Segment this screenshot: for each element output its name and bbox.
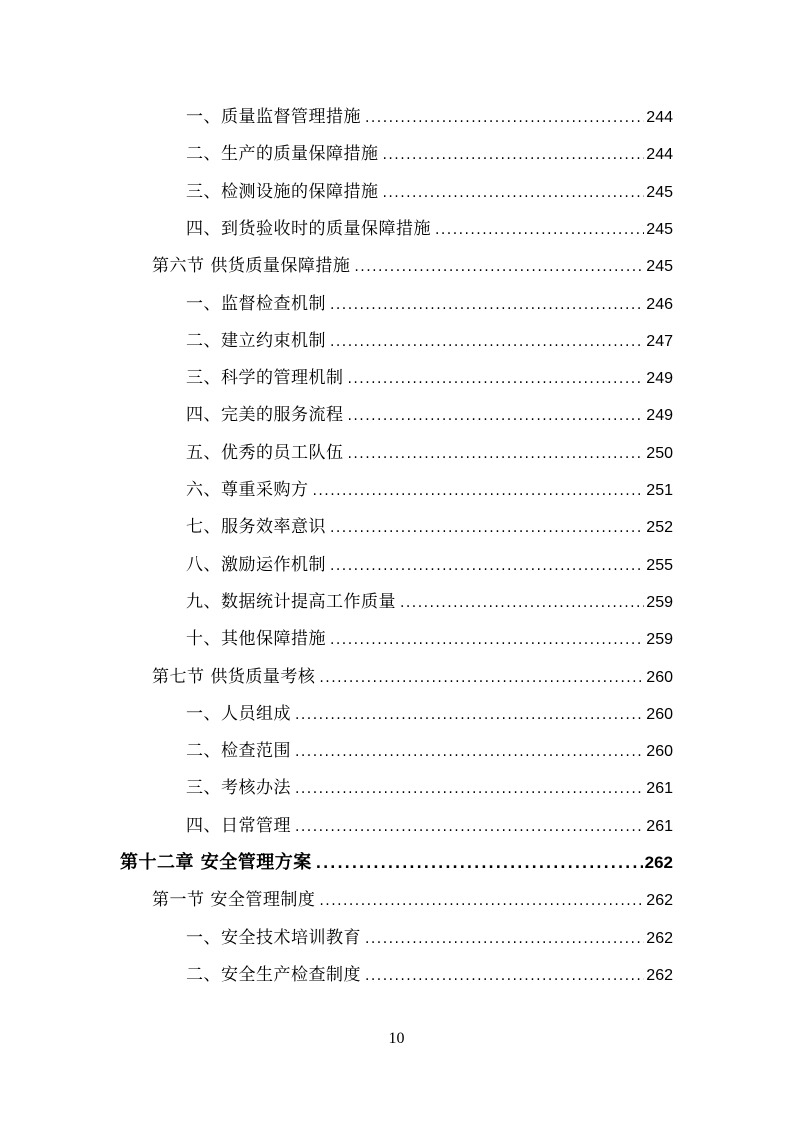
toc-item-entry[interactable] [186, 399, 673, 431]
toc-entry-page: 245 [646, 183, 673, 201]
toc-entry-page: 244 [646, 146, 673, 164]
toc-entry-title: 第七节 供货质量考核 [152, 666, 316, 687]
toc-leader-dots [348, 363, 645, 395]
toc-leader-dots [316, 848, 643, 880]
toc-entry-page: 259 [646, 593, 673, 611]
toc-entry-page: 244 [646, 109, 673, 126]
toc-item-entry[interactable] [186, 213, 673, 245]
toc-leader-dots [383, 177, 645, 209]
toc-leader-dots [354, 251, 644, 283]
toc-entry-title: 三、科学的管理机制 [186, 368, 344, 389]
toc-entry-page: 246 [646, 295, 673, 313]
toc-item-entry[interactable] [186, 623, 673, 655]
toc-item-entry[interactable] [186, 922, 673, 954]
toc-leader-dots [365, 102, 644, 134]
toc-entry-title: 第一节 安全管理制度 [152, 890, 316, 911]
toc-entry-page: 250 [646, 444, 673, 462]
page-number: 10 [388, 1030, 405, 1047]
toc-entry-title: 第六节 供货质量保障措施 [152, 256, 351, 277]
toc-leader-dots [319, 662, 644, 694]
toc-item-entry[interactable] [186, 362, 673, 394]
toc-item-entry[interactable] [186, 735, 673, 767]
toc-entry-page: 261 [646, 817, 673, 835]
toc-leader-dots [330, 289, 644, 321]
toc-entry-page: 262 [646, 929, 673, 947]
toc-entry-title: 二、生产的质量保障措施 [186, 144, 379, 165]
toc-chapter-entry[interactable] [120, 847, 673, 879]
toc-leader-dots [295, 773, 644, 805]
toc-leader-dots [348, 400, 645, 432]
toc-item-entry[interactable] [186, 772, 673, 804]
toc-item-entry[interactable] [186, 288, 673, 320]
toc-item-entry[interactable] [186, 511, 673, 543]
toc-leader-dots [365, 960, 644, 992]
toc-entry-title: 二、建立约束机制 [186, 330, 326, 351]
toc-item-entry[interactable] [186, 474, 673, 506]
toc-section-entry[interactable] [152, 884, 673, 916]
toc-entry-title: 七、服务效率意识 [186, 517, 326, 538]
toc-leader-dots [295, 736, 644, 768]
toc-entry-title: 四、日常管理 [186, 815, 291, 836]
toc-entry-title: 第十二章 安全管理方案 [120, 852, 312, 873]
toc-leader-dots [295, 699, 644, 731]
toc-item-entry[interactable] [186, 325, 673, 357]
toc-leader-dots [365, 923, 644, 955]
toc-entry-page: 251 [646, 482, 673, 499]
toc-item-entry[interactable] [186, 698, 673, 730]
toc-item-entry[interactable] [186, 437, 673, 469]
toc-entry-title: 二、安全生产检查制度 [186, 964, 361, 985]
toc-entry-page: 261 [646, 780, 673, 798]
toc-entry-page: 260 [646, 668, 673, 686]
toc-leader-dots [348, 438, 645, 470]
toc-entry-title: 四、到货验收时的质量保障措施 [186, 218, 431, 239]
toc-item-entry[interactable] [186, 959, 673, 991]
toc-item-entry[interactable] [186, 810, 673, 842]
toc-entry-page: 262 [646, 966, 673, 984]
toc-entry-title: 八、激励运作机制 [186, 554, 326, 575]
toc-entry-page: 262 [646, 892, 673, 910]
toc-entry-title: 十、其他保障措施 [186, 629, 326, 650]
toc-leader-dots [330, 512, 644, 544]
toc-entry-page: 249 [646, 407, 673, 425]
toc-entry-title: 一、监督检查机制 [186, 293, 326, 314]
toc-section-entry[interactable] [152, 661, 673, 693]
toc-item-entry[interactable] [186, 176, 673, 208]
toc-leader-dots [330, 326, 644, 358]
toc-entry-title: 一、安全技术培训教育 [186, 927, 361, 948]
toc-entry-page: 245 [646, 220, 673, 238]
toc-entry-page: 259 [646, 631, 673, 649]
toc-leader-dots [400, 587, 644, 619]
toc-entry-title: 三、检测设施的保障措施 [186, 181, 379, 202]
toc-item-entry[interactable] [186, 101, 673, 133]
toc-entry-page: 262 [644, 853, 673, 872]
toc-item-entry[interactable] [186, 138, 673, 170]
toc-entry-page: 260 [646, 743, 673, 761]
toc-entry-title: 九、数据统计提高工作质量 [186, 591, 396, 612]
toc-entry-page: 245 [646, 258, 673, 276]
toc-entry-page: 247 [646, 332, 673, 350]
toc-entry-page: 260 [646, 705, 673, 723]
toc-entry-title: 一、人员组成 [186, 703, 291, 724]
toc-leader-dots [330, 624, 644, 656]
toc-entry-title: 四、完美的服务流程 [186, 405, 344, 426]
toc-entry-page: 252 [646, 519, 673, 537]
toc-entry-title: 一、质量监督管理措施 [186, 107, 361, 127]
toc-leader-dots [319, 885, 644, 917]
toc-section-entry[interactable] [152, 250, 673, 282]
toc-entry-title: 六、尊重采购方 [186, 480, 309, 500]
toc-entry-title: 二、检查范围 [186, 741, 291, 762]
toc-item-entry[interactable] [186, 549, 673, 581]
toc-item-entry[interactable] [186, 586, 673, 618]
toc-entry-page: 255 [646, 556, 673, 574]
toc-leader-dots [313, 475, 645, 507]
toc-leader-dots [330, 550, 644, 582]
toc-leader-dots [383, 139, 645, 171]
toc-entry-title: 五、优秀的员工队伍 [186, 442, 344, 463]
toc-leader-dots [295, 811, 644, 843]
toc-entry-page: 249 [646, 370, 673, 388]
toc-entry-title: 三、考核办法 [186, 778, 291, 799]
toc-leader-dots [435, 214, 644, 246]
